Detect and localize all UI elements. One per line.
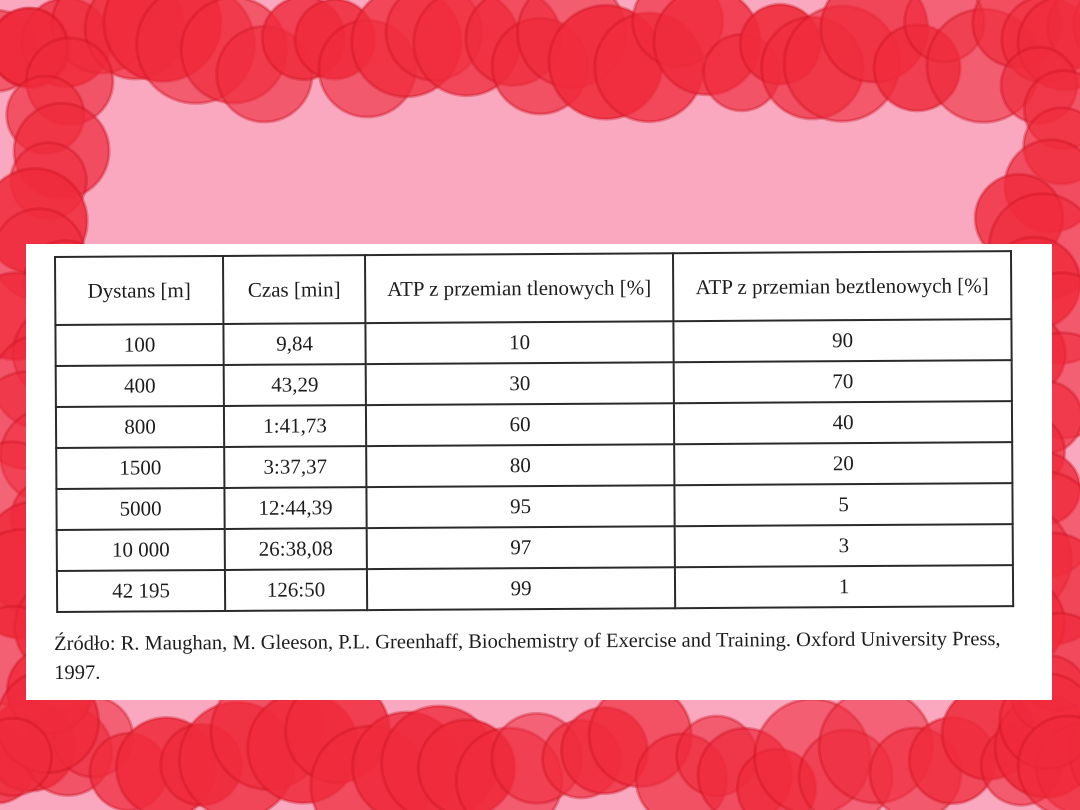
- cell-anaerobic: 90: [673, 319, 1011, 362]
- cell-distance: 100: [55, 324, 223, 366]
- cell-time: 26:38,08: [225, 528, 367, 570]
- header-time: Czas [min]: [223, 255, 365, 324]
- cell-time: 1:41,73: [224, 405, 366, 447]
- cell-time: 126:50: [225, 569, 367, 611]
- scanned-table-image: [26, 244, 1052, 700]
- cell-aerobic: 95: [366, 485, 674, 528]
- cell-anaerobic: 40: [674, 401, 1012, 444]
- cell-aerobic: 30: [366, 362, 674, 405]
- table-row: [57, 565, 1013, 612]
- cell-aerobic: 97: [367, 526, 675, 569]
- header-anaerobic-atp: ATP z przemian beztlenowych [%]: [673, 251, 1011, 321]
- table-row: [56, 360, 1012, 407]
- cell-aerobic: 10: [365, 321, 673, 364]
- energy-table: [54, 250, 1014, 613]
- table-row: [56, 483, 1012, 530]
- cell-distance: 10 000: [57, 529, 225, 571]
- cell-distance: 42 195: [57, 570, 225, 612]
- cell-distance: 1500: [56, 447, 224, 489]
- cell-aerobic: 80: [366, 444, 674, 487]
- cell-anaerobic: 20: [674, 442, 1012, 485]
- cell-aerobic: 60: [366, 403, 674, 446]
- table-row: [56, 401, 1012, 448]
- cell-time: 9,84: [223, 323, 365, 365]
- cell-distance: 800: [56, 406, 224, 448]
- cell-aerobic: 99: [367, 567, 675, 610]
- table-header-row: [55, 251, 1011, 325]
- cell-anaerobic: 1: [675, 565, 1013, 608]
- cell-time: 12:44,39: [224, 487, 366, 529]
- table-body: [55, 319, 1013, 612]
- cell-time: 3:37,37: [224, 446, 366, 488]
- cell-time: 43,29: [224, 364, 366, 406]
- table-row: [56, 442, 1012, 489]
- source-citation: Źródło: R. Maughan, M. Gleeson, P.L. Greenhaff, Biochemistry of Exercise and Training. Oxford University Press, 1997.: [54, 628, 1001, 684]
- cell-anaerobic: 3: [675, 524, 1013, 567]
- cell-anaerobic: 70: [674, 360, 1012, 403]
- table-row: [57, 524, 1013, 571]
- header-aerobic-atp: ATP z przemian tlenowych [%]: [365, 253, 673, 323]
- header-distance: Dystans [m]: [55, 256, 223, 325]
- cell-distance: 400: [56, 365, 224, 407]
- cell-distance: 5000: [56, 488, 224, 530]
- cell-anaerobic: 5: [674, 483, 1012, 526]
- table-row: [55, 319, 1011, 366]
